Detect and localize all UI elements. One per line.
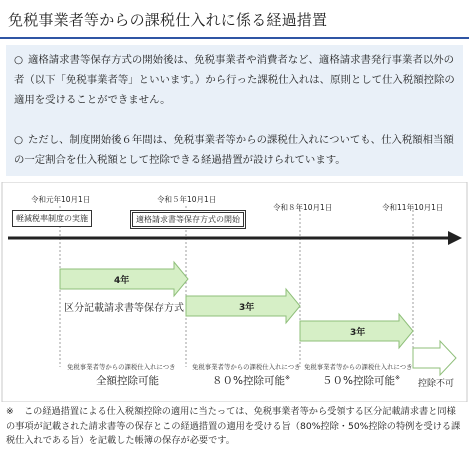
- date-label-2: 令和５年10月1日: [157, 195, 217, 204]
- date-label-4: 令和11年10月1日: [382, 203, 444, 212]
- footnote: [6, 405, 463, 449]
- bullet-icon: ○: [14, 134, 24, 146]
- event-invoice-start: 適格請求書等保存方式の開始: [130, 210, 246, 229]
- timeline-diagram: [0, 182, 469, 402]
- date-label-1: 令和元年10月1日: [31, 195, 91, 204]
- timeline-arrowhead: [448, 231, 462, 245]
- footnote-text: この経過措置による仕入税額控除の適用に当たっては、免税事業者等から受領する区分記載請求書と同様の事項が記載された請求書等の保存とこの経過措置の適用を受ける旨（80%控除・50%控除の特例を受ける課税仕入れである旨）を記載した帳簿の保存が必要です。: [6, 406, 461, 446]
- title-underline: [0, 37, 469, 39]
- footnote-mark: ※: [6, 406, 14, 417]
- period-1-years: 4年: [114, 276, 130, 286]
- note-mark: ※: [284, 374, 291, 382]
- period-3-deduction: ５０%控除可能※: [322, 374, 401, 387]
- period-1-deduction: 全額控除可能: [96, 375, 159, 387]
- info-text-1: 適格請求書等保存方式の開始後は、免税事業者や消費者など、適格請求書発行事業者以外の者（以下「免税事業者等」といいます。）から行った課税仕入れは、原則として仕入税額控除の適用を受けることができません。: [14, 54, 455, 106]
- event-reduced-rate: 軽減税率制度の実施: [12, 210, 92, 227]
- info-text-2: ただし、制度開始後６年間は、免税事業者等からの課税仕入れについても、仕入税額相当額の一定割合を仕入税額として控除できる経過措置が設けられています。: [14, 134, 454, 166]
- period-3-note: 免税事業者等からの課税仕入れにつき: [304, 363, 413, 371]
- info-paragraph-1: [14, 50, 461, 110]
- period-2-note: 免税事業者等からの課税仕入れにつき: [192, 363, 301, 371]
- final-arrow: [413, 341, 456, 375]
- period-2-deduction: ８０%控除可能※: [212, 374, 291, 387]
- final-deduction: 控除不可: [418, 379, 455, 389]
- period-2-years: 3年: [239, 303, 255, 313]
- period-1-method: 区分記載請求書等保存方式: [64, 303, 184, 314]
- date-label-3: 令和８年10月1日: [273, 203, 333, 212]
- note-mark: ※: [394, 374, 401, 382]
- info-box: [6, 45, 463, 176]
- period-1-note: 免税事業者等からの課税仕入れにつき: [67, 363, 176, 371]
- page-title: 免税事業者等からの課税仕入れに係る経過措置: [8, 11, 328, 29]
- bullet-icon: ○: [14, 54, 24, 66]
- period-3-years: 3年: [350, 328, 366, 338]
- info-paragraph-2: [14, 130, 461, 170]
